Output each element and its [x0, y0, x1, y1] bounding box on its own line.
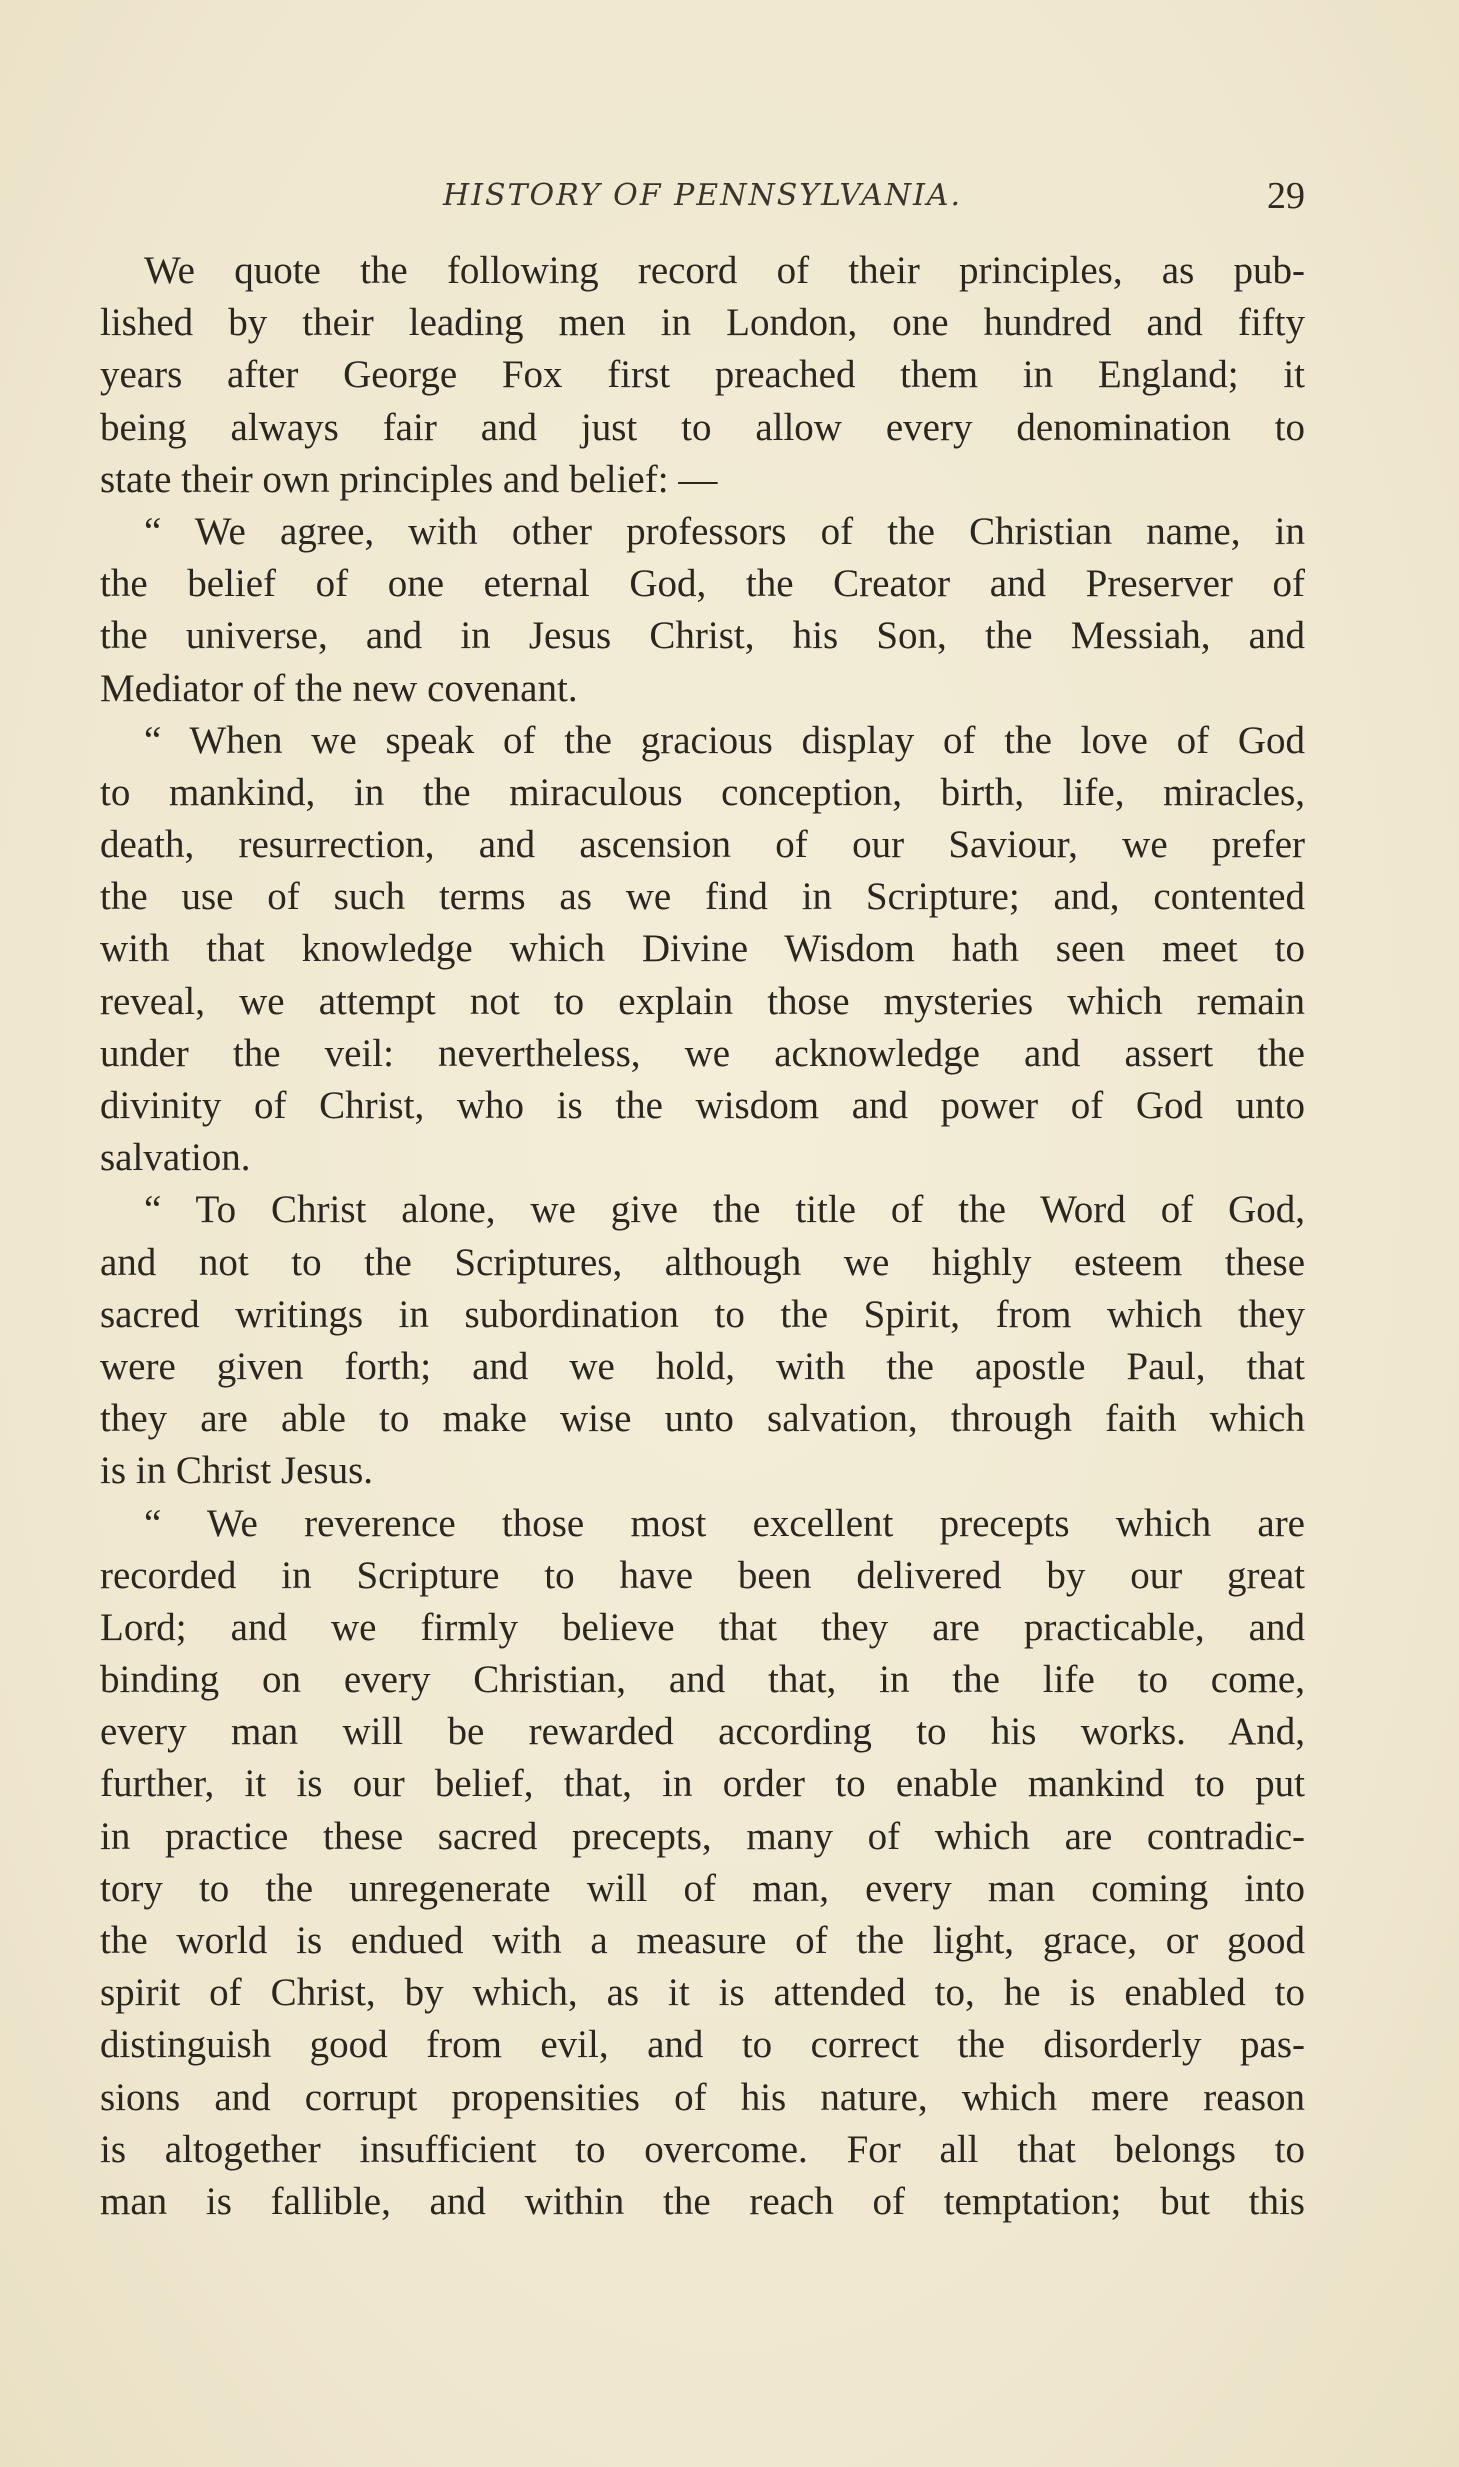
text-line: to mankind, in the miraculous conception, birth, life, miracles,: [100, 770, 1305, 814]
text-line: sions and corrupt propensities of his nature, which mere reason: [100, 2075, 1305, 2119]
page-number: 29: [1267, 175, 1305, 217]
text-line: binding on every Christian, and that, in the life to come,: [100, 1658, 1305, 1702]
text-line: the universe, and in Jesus Christ, his Son, the Messiah, and: [100, 614, 1305, 658]
text-line: “ To Christ alone, we give the title of the Word of God,: [144, 1188, 1305, 1232]
text-line: “ When we speak of the gracious display of the love of God: [144, 718, 1305, 762]
text-line: and not to the Scriptures, although we highly esteem these: [100, 1240, 1305, 1284]
text-line: under the veil: nevertheless, we acknowledge and assert the: [100, 1031, 1305, 1075]
text-line: “ We reverence those most excellent precepts which are: [144, 1501, 1305, 1545]
text-line: recorded in Scripture to have been delivered by our great: [100, 1553, 1305, 1597]
running-head: [100, 175, 1305, 228]
text-line: reveal, we attempt not to explain those mysteries which remain: [100, 979, 1305, 1023]
text-line: man is fallible, and within the reach of temptation; but this: [100, 2179, 1305, 2223]
text-line: sacred writings in subordination to the Spirit, from which they: [100, 1292, 1305, 1336]
text-line: the use of such terms as we find in Scripture; and, contented: [100, 875, 1305, 919]
text-line: the belief of one eternal God, the Creator and Preserver of: [100, 562, 1305, 606]
text-line: every man will be rewarded according to his works. And,: [100, 1710, 1305, 1754]
text-line: further, it is our belief, that, in order to enable mankind to put: [100, 1762, 1305, 1806]
text-line: Mediator of the new covenant.: [100, 666, 578, 710]
text-line: divinity of Christ, who is the wisdom and power of God unto: [100, 1084, 1305, 1127]
text-line: spirit of Christ, by which, as it is attended to, he is enabled to: [100, 1971, 1305, 2015]
text-line: state their own principles and belief: —: [100, 457, 718, 501]
text-line: being always fair and just to allow every denomination to: [100, 405, 1305, 449]
text-line: salvation.: [100, 1136, 251, 1180]
text-line: distinguish good from evil, and to correct the disorderly pas-: [100, 2023, 1305, 2067]
text-line: the world is endued with a measure of the light, grace, or good: [100, 1919, 1305, 1962]
text-line: years after George Fox first preached them in England; it: [100, 353, 1305, 397]
text-line: in practice these sacred precepts, many of which are contradic-: [100, 1814, 1305, 1858]
text-line: Lord; and we firmly believe that they are practicable, and: [100, 1605, 1305, 1649]
text-line: with that knowledge which Divine Wisdom hath seen meet to: [100, 927, 1305, 971]
text-line: they are able to make wise unto salvation, through faith which: [100, 1397, 1305, 1441]
running-title: HISTORY OF PENNSYLVANIA.: [442, 178, 963, 213]
text-line: lished by their leading men in London, one hundred and fifty: [100, 301, 1305, 345]
text-line: We quote the following record of their principles, as pub-: [144, 249, 1305, 292]
body-text: [100, 245, 1305, 2228]
text-line: were given forth; and we hold, with the apostle Paul, that: [100, 1344, 1305, 1388]
text-line: death, resurrection, and ascension of our Saviour, we prefer: [100, 823, 1305, 867]
text-line: “ We agree, with other professors of the Christian name, in: [144, 509, 1305, 553]
text-line: is in Christ Jesus.: [100, 1449, 374, 1493]
text-line: is altogether insufficient to overcome. For all that belongs to: [100, 2127, 1305, 2171]
text-line: tory to the unregenerate will of man, every man coming into: [100, 1866, 1305, 1910]
